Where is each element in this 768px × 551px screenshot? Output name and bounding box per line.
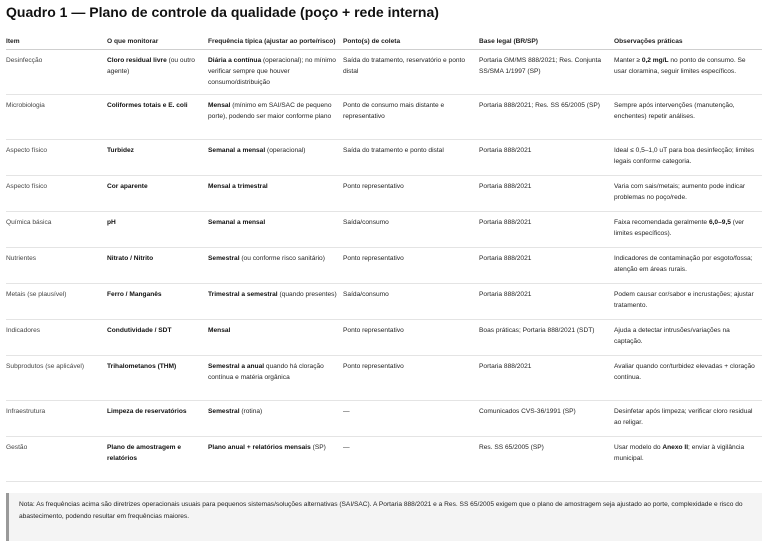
cell-item: Metais (se plausível) bbox=[6, 284, 107, 320]
frequency-main: Semestral bbox=[208, 408, 240, 415]
cell-notes bbox=[614, 320, 762, 356]
table-row bbox=[6, 437, 762, 482]
notes-text: Sempre após intervenções (manutenção, enchentes) repetir análises. bbox=[614, 102, 735, 120]
frequency-detail: (operacional); no mínimo verificar sempre que houver consumo/distribuição bbox=[208, 57, 336, 86]
notes-text: Ideal ≤ 0,5–1,0 uT para boa desinfecção; limites legais conforme categoria. bbox=[614, 147, 755, 165]
notes-highlight: 0,2 mg/L bbox=[641, 57, 669, 64]
monitor-parameter: Coliformes totais e E. coli bbox=[107, 102, 188, 109]
monitor-parameter: Turbidez bbox=[107, 147, 134, 154]
frequency-detail: quando há cloração contínua e matéria orgânica bbox=[208, 363, 324, 381]
header-legal-basis: Base legal (BR/SP) bbox=[479, 24, 614, 50]
cell-notes bbox=[614, 356, 762, 401]
notes-text: Ajuda a detectar intrusões/variações na captação. bbox=[614, 327, 730, 345]
table-row bbox=[6, 176, 762, 212]
cell-collection-point: Ponto representativo bbox=[343, 356, 479, 401]
cell-notes bbox=[614, 95, 762, 140]
cell-collection-point: Saída do tratamento, reservatório e ponto distal bbox=[343, 50, 479, 95]
footnote: Nota: As frequências acima são diretrizes operacionais usuais para pequenos sistemas/soluções alternativas (SAI/SAC). A Portaria 888/2021 e a Res. SS 65/2005 exigem que o plano de amostragem seja ajustado ao porte, complexidade e risco do abastecimento, podendo resultar em frequências maiores. bbox=[6, 493, 762, 541]
cell-frequency bbox=[208, 437, 343, 482]
cell-collection-point: Ponto representativo bbox=[343, 320, 479, 356]
cell-collection-point: — bbox=[343, 401, 479, 437]
notes-text: Indicadores de contaminação por esgoto/fossa; atenção em áreas rurais. bbox=[614, 255, 753, 273]
frequency-detail: (mínimo em SAI/SAC de pequeno porte), podendo ser maior conforme plano bbox=[208, 102, 332, 120]
cell-notes bbox=[614, 140, 762, 176]
cell-item: Aspecto físico bbox=[6, 176, 107, 212]
monitor-parameter: Cloro residual livre bbox=[107, 57, 167, 64]
cell-collection-point: Ponto de consumo mais distante e representativo bbox=[343, 95, 479, 140]
cell-legal-basis: Portaria 888/2021; Res. SS 65/2005 (SP) bbox=[479, 95, 614, 140]
cell-frequency bbox=[208, 50, 343, 95]
cell-legal-basis: Portaria 888/2021 bbox=[479, 284, 614, 320]
notes-text-end: (ver limites específicos). bbox=[614, 219, 745, 237]
monitor-parameter: Trihalometanos (THM) bbox=[107, 363, 177, 370]
cell-monitor bbox=[107, 95, 208, 140]
cell-frequency bbox=[208, 95, 343, 140]
table-row bbox=[6, 140, 762, 176]
table-row bbox=[6, 212, 762, 248]
cell-item: Indicadores bbox=[6, 320, 107, 356]
cell-item: Desinfecção bbox=[6, 50, 107, 95]
cell-legal-basis: Portaria 888/2021 bbox=[479, 248, 614, 284]
header-frequency: Frequência típica (ajustar ao porte/risco) bbox=[208, 24, 343, 50]
cell-frequency bbox=[208, 356, 343, 401]
quality-control-table bbox=[6, 24, 762, 482]
cell-legal-basis: Res. SS 65/2005 (SP) bbox=[479, 437, 614, 482]
cell-frequency bbox=[208, 140, 343, 176]
cell-legal-basis: Portaria 888/2021 bbox=[479, 212, 614, 248]
frequency-detail: (rotina) bbox=[239, 408, 263, 415]
cell-monitor bbox=[107, 320, 208, 356]
cell-collection-point: Ponto representativo bbox=[343, 248, 479, 284]
monitor-parameter: Limpeza de reservatórios bbox=[107, 408, 187, 415]
table-row bbox=[6, 401, 762, 437]
cell-monitor bbox=[107, 248, 208, 284]
table-row bbox=[6, 284, 762, 320]
frequency-main: Semanal a mensal bbox=[208, 147, 266, 154]
cell-frequency bbox=[208, 320, 343, 356]
notes-highlight: 6,0–9,5 bbox=[708, 219, 731, 226]
frequency-detail: (SP) bbox=[310, 444, 326, 451]
cell-item: Subprodutos (se aplicável) bbox=[6, 356, 107, 401]
frequency-main: Mensal bbox=[208, 327, 231, 334]
monitor-parameter: Cor aparente bbox=[107, 183, 148, 190]
page-title: Quadro 1 — Plano de controle da qualidade (poço + rede interna) bbox=[6, 4, 439, 20]
cell-notes bbox=[614, 284, 762, 320]
monitor-extra: (ou outro agente) bbox=[107, 57, 195, 75]
cell-notes bbox=[614, 212, 762, 248]
cell-item: Aspecto físico bbox=[6, 140, 107, 176]
notes-text: Avaliar quando cor/turbidez elevadas + cloração contínua. bbox=[614, 363, 755, 381]
notes-text: Manter ≥ bbox=[614, 57, 642, 64]
cell-collection-point: Saída do tratamento e ponto distal bbox=[343, 140, 479, 176]
cell-collection-point: — bbox=[343, 437, 479, 482]
cell-monitor bbox=[107, 437, 208, 482]
cell-legal-basis: Portaria GM/MS 888/2021; Res. Conjunta SS/SMA 1/1997 (SP) bbox=[479, 50, 614, 95]
cell-legal-basis: Portaria 888/2021 bbox=[479, 176, 614, 212]
header-notes: Observações práticas bbox=[614, 24, 762, 50]
cell-legal-basis: Portaria 888/2021 bbox=[479, 140, 614, 176]
cell-frequency bbox=[208, 248, 343, 284]
table-row bbox=[6, 95, 762, 140]
cell-monitor bbox=[107, 356, 208, 401]
cell-collection-point: Saída/consumo bbox=[343, 212, 479, 248]
frequency-detail: (operacional) bbox=[265, 147, 306, 154]
frequency-main: Semanal a mensal bbox=[208, 219, 266, 226]
notes-text: Varia com sais/metais; aumento pode indicar problemas no poço/rede. bbox=[614, 183, 746, 201]
monitor-parameter: Condutividade / SDT bbox=[107, 327, 172, 334]
cell-item: Infraestrutura bbox=[6, 401, 107, 437]
notes-text: Faixa recomendada geralmente bbox=[614, 219, 709, 226]
cell-notes bbox=[614, 437, 762, 482]
cell-legal-basis: Comunicados CVS-36/1991 (SP) bbox=[479, 401, 614, 437]
cell-legal-basis: Portaria 888/2021 bbox=[479, 356, 614, 401]
frequency-main: Trimestral a semestral bbox=[208, 291, 278, 298]
table-row bbox=[6, 50, 762, 95]
cell-monitor bbox=[107, 176, 208, 212]
cell-item: Nutrientes bbox=[6, 248, 107, 284]
notes-text: Podem causar cor/sabor e incrustações; ajustar tratamento. bbox=[614, 291, 754, 309]
frequency-detail: (ou conforme risco sanitário) bbox=[239, 255, 325, 262]
frequency-main: Mensal bbox=[208, 102, 231, 109]
frequency-main: Diária a contínua bbox=[208, 57, 262, 64]
header-item: Item bbox=[6, 24, 107, 50]
notes-text-end: no ponto de consumo. Se usar cloramina, seguir limites específicos. bbox=[614, 57, 746, 75]
notes-text: Desinfetar após limpeza; verificar cloro residual ao religar. bbox=[614, 408, 753, 426]
monitor-parameter: Ferro / Manganês bbox=[107, 291, 162, 298]
cell-item: Gestão bbox=[6, 437, 107, 482]
cell-frequency bbox=[208, 212, 343, 248]
cell-monitor bbox=[107, 50, 208, 95]
frequency-main: Mensal a trimestral bbox=[208, 183, 268, 190]
cell-monitor bbox=[107, 401, 208, 437]
notes-text-end: ; enviar à vigilância municipal. bbox=[614, 444, 745, 462]
cell-legal-basis: Boas práticas; Portaria 888/2021 (SDT) bbox=[479, 320, 614, 356]
cell-monitor bbox=[107, 212, 208, 248]
cell-notes bbox=[614, 248, 762, 284]
frequency-main: Semestral a anual bbox=[208, 363, 265, 370]
notes-text: Usar modelo do bbox=[614, 444, 663, 451]
header-collection-point: Ponto(s) de coleta bbox=[343, 24, 479, 50]
cell-monitor bbox=[107, 140, 208, 176]
cell-item: Química básica bbox=[6, 212, 107, 248]
monitor-parameter: Plano de amostragem e relatórios bbox=[107, 444, 182, 462]
cell-item: Microbiologia bbox=[6, 95, 107, 140]
cell-collection-point: Ponto representativo bbox=[343, 176, 479, 212]
frequency-main: Semestral bbox=[208, 255, 240, 262]
cell-notes bbox=[614, 401, 762, 437]
cell-frequency bbox=[208, 401, 343, 437]
monitor-parameter: Nitrato / Nitrito bbox=[107, 255, 154, 262]
cell-collection-point: Saída/consumo bbox=[343, 284, 479, 320]
table-row bbox=[6, 320, 762, 356]
frequency-detail: (quando presentes) bbox=[277, 291, 337, 298]
cell-notes bbox=[614, 176, 762, 212]
monitor-parameter: pH bbox=[107, 219, 116, 226]
cell-frequency bbox=[208, 176, 343, 212]
header-monitor: O que monitorar bbox=[107, 24, 208, 50]
cell-monitor bbox=[107, 284, 208, 320]
table-row bbox=[6, 356, 762, 401]
table-row bbox=[6, 248, 762, 284]
cell-frequency bbox=[208, 284, 343, 320]
frequency-main: Plano anual + relatórios mensais bbox=[208, 444, 311, 451]
notes-highlight: Anexo II bbox=[662, 444, 689, 451]
table-header-row bbox=[6, 24, 762, 50]
cell-notes bbox=[614, 50, 762, 95]
